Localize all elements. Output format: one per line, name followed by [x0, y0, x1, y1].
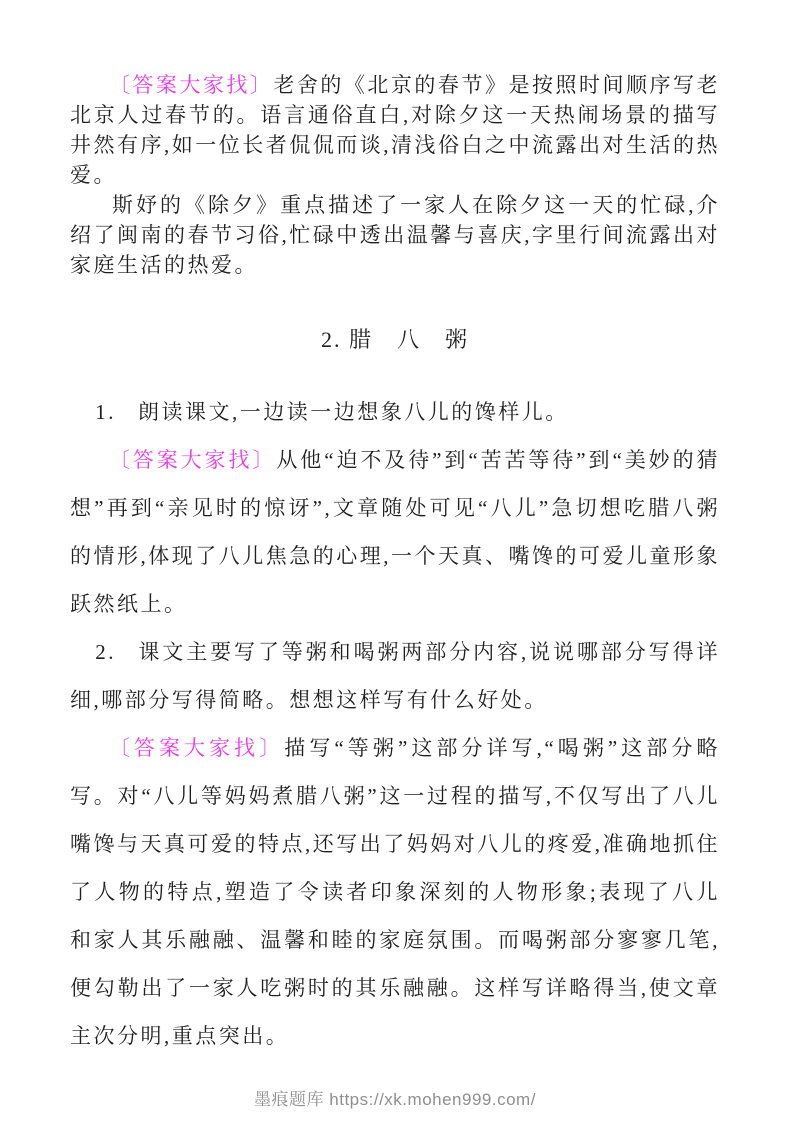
question-2-text: 课文主要写了等粥和喝粥两部分内容,说说哪部分写得详细,哪部分写得简略。想想这样写有什么好处。 — [70, 640, 720, 712]
answer-label: 〔答案大家找〕 — [108, 736, 285, 760]
question-1-number: 1. — [95, 400, 116, 424]
lesson-qa-section — [70, 388, 720, 1060]
intro-answer-text-1: 老舍的《北京的春节》是按照时间顺序写老北京人过春节的。语言通俗直白,对除夕这一天热闹场景的描写井然有序,如一位长者侃侃而谈,清浅俗白之中流露出对生活的热爱。 — [70, 73, 721, 187]
answer-2 — [70, 724, 720, 1060]
intro-answer-paragraph-2: 斯妤的《除夕》重点描述了一家人在除夕这一天的忙碌,介绍了闽南的春节习俗,忙碌中透出温馨与喜庆,字里行间流露出对家庭生活的热爱。 — [70, 193, 720, 277]
answer-1 — [70, 436, 720, 628]
intro-answers-section — [70, 70, 720, 280]
question-2-number: 2. — [95, 640, 116, 664]
question-2 — [70, 628, 720, 724]
lesson-heading: 2. 腊 八 粥 — [320, 327, 469, 352]
footer-watermark — [70, 1088, 720, 1112]
footer-site-name: 墨痕题库 — [254, 1090, 325, 1109]
heading-spacer — [70, 372, 720, 388]
answer-1-text: 从他“迫不及待”到“苦苦等待”到“美妙的猜想”再到“亲见时的惊讶”,文章随处可见“八儿”急切想吃腊八粥的情形,体现了八儿焦急的心理,一个天真、嘴馋的可爱儿童形象跃然纸上。 — [70, 448, 720, 616]
answer-label: 〔答案大家找〕 — [108, 73, 274, 97]
footer-url-link[interactable]: https://xk.mohen999.com/ — [329, 1090, 536, 1109]
intro-answer-paragraph-1 — [70, 70, 720, 190]
question-1 — [70, 388, 720, 436]
question-1-text: 朗读课文,一边读一边想象八儿的馋样儿。 — [137, 400, 569, 424]
answer-label: 〔答案大家找〕 — [108, 448, 277, 472]
answer-2-text: 描写“等粥”这部分详写,“喝粥”这部分略写。对“八儿等妈妈煮腊八粥”这一过程的描写,不仅写出了八儿嘴馋与天真可爱的特点,还写出了妈妈对八儿的疼爱,准确地抓住了人物的特点,塑造了令读者印象深刻的人物形象;表现了八儿和家人其乐融融、温馨和睦的家庭氛围。而喝粥部分寥寥几笔,便勾勒出了一家人吃粥时的其乐融融。这样写详略得当,使文章主次分明,重点突出。 — [70, 736, 720, 1048]
